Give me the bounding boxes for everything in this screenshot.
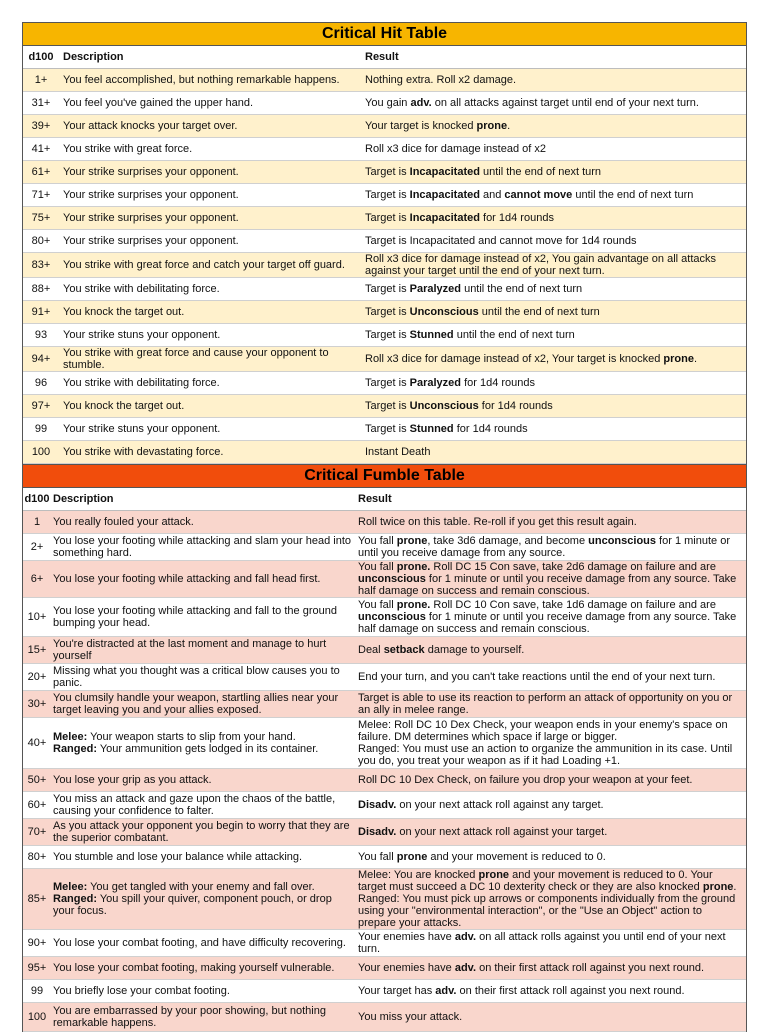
hit-description-cell: You strike with devastating force. bbox=[63, 446, 224, 458]
fumble-description-cell: Melee: Your weapon starts to slip from your hand. Ranged: Your ammunition gets lodged in its container. bbox=[53, 731, 319, 755]
fumble-row bbox=[23, 598, 746, 637]
fumble-description-cell: You lose your footing while attacking and fall to the ground bumping your head. bbox=[53, 605, 337, 629]
fumble-result-cell: Your target has adv. on their first attack roll against you next round. bbox=[358, 985, 685, 997]
fumble-description-cell: You are embarrassed by your poor showing, but nothing remarkable happens. bbox=[53, 1005, 326, 1029]
fumble-d100-cell: 40+ bbox=[27, 737, 47, 749]
fumble-result-cell: You fall prone. Roll DC 10 Con save, take 1d6 damage on failure and are unconscious for 1 minute or until you receive damage from any source. Take half damage on success and remain conscious. bbox=[358, 599, 737, 635]
fumble-row bbox=[23, 1003, 746, 1032]
fumble-description-cell: You clumsily handle your weapon, startling allies near your target leaving you and your allies exposed. bbox=[53, 692, 339, 716]
hit-description-cell: Your strike surprises your opponent. bbox=[63, 166, 239, 178]
fumble-description-cell: You're distracted at the last moment and manage to hurt yourself bbox=[53, 638, 327, 662]
fumble-row bbox=[23, 718, 746, 769]
hit-row bbox=[23, 92, 746, 115]
fumble-d100-cell: 15+ bbox=[27, 644, 47, 656]
fumble-row bbox=[23, 930, 746, 957]
hit-row bbox=[23, 441, 746, 464]
header-result: Result bbox=[365, 51, 399, 63]
hit-d100-cell: 91+ bbox=[31, 306, 51, 318]
fumble-result-cell: End your turn, and you can't take reactions until the end of your next turn. bbox=[358, 671, 716, 683]
fumble-d100-cell: 95+ bbox=[27, 962, 47, 974]
fumble-result-cell: Melee: You are knocked prone and your movement is reduced to 0. Your target must succeed a DC 10 dexterity check or they are also knocked prone. Ranged: You must pick up arrows or components individually from the ground using your "environmental interaction", or the "Use an Object" action to prepare your attacks. bbox=[358, 869, 737, 929]
hit-description-cell: You feel you've gained the upper hand. bbox=[63, 97, 254, 109]
hit-result-cell: Target is Paralyzed until the end of next turn bbox=[365, 283, 583, 295]
fumble-row bbox=[23, 664, 746, 691]
hit-d100-cell: 31+ bbox=[31, 97, 51, 109]
hit-d100-cell: 80+ bbox=[31, 235, 51, 247]
fumble-row bbox=[23, 869, 746, 930]
fumble-description-cell: You lose your combat footing, and have difficulty recovering. bbox=[53, 937, 346, 949]
fumble-d100-cell: 10+ bbox=[27, 611, 47, 623]
fumble-row bbox=[23, 792, 746, 819]
fumble-description-cell: You lose your footing while attacking and fall head first. bbox=[53, 573, 321, 585]
hit-description-cell: You knock the target out. bbox=[63, 306, 185, 318]
hit-description-cell: Your strike surprises your opponent. bbox=[63, 235, 239, 247]
critical-fumble-rows bbox=[23, 511, 746, 1032]
critical-hit-title: Critical Hit Table bbox=[23, 23, 746, 46]
fumble-row bbox=[23, 819, 746, 846]
header-d100: d100 bbox=[24, 493, 50, 505]
fumble-d100-cell: 90+ bbox=[27, 937, 47, 949]
header-description: Description bbox=[53, 493, 114, 505]
hit-row bbox=[23, 324, 746, 347]
fumble-row bbox=[23, 980, 746, 1003]
hit-description-cell: Your strike stuns your opponent. bbox=[63, 423, 221, 435]
hit-result-cell: Roll x3 dice for damage instead of x2, You gain advantage on all attacks against your target until the end of your next turn. bbox=[365, 253, 717, 277]
hit-row bbox=[23, 301, 746, 324]
hit-row bbox=[23, 69, 746, 92]
fumble-description-cell: You lose your grip as you attack. bbox=[53, 774, 212, 786]
hit-description-cell: You strike with debilitating force. bbox=[63, 377, 220, 389]
hit-result-cell: Target is Unconscious until the end of next turn bbox=[365, 306, 600, 318]
hit-d100-cell: 1+ bbox=[34, 74, 48, 86]
hit-result-cell: Target is Incapacitated and cannot move until the end of next turn bbox=[365, 189, 694, 201]
hit-row bbox=[23, 395, 746, 418]
hit-description-cell: Your strike surprises your opponent. bbox=[63, 212, 239, 224]
fumble-d100-cell: 80+ bbox=[27, 851, 47, 863]
critical-hit-header-row bbox=[23, 46, 746, 69]
fumble-result-cell: You fall prone, take 3d6 damage, and become unconscious for 1 minute or until you receive damage from any source. bbox=[358, 535, 730, 559]
hit-result-cell: Roll x3 dice for damage instead of x2 bbox=[365, 143, 546, 155]
hit-result-cell: Target is Stunned for 1d4 rounds bbox=[365, 423, 528, 435]
fumble-result-cell: You fall prone. Roll DC 15 Con save, take 2d6 damage on failure and are unconscious for 1 minute or until you receive damage from any source. Take half damage on success and remain conscious. bbox=[358, 561, 737, 597]
fumble-d100-cell: 2+ bbox=[30, 541, 44, 553]
hit-row bbox=[23, 230, 746, 253]
critical-hit-table bbox=[22, 22, 747, 464]
fumble-result-cell: You miss your attack. bbox=[358, 1011, 463, 1023]
hit-result-cell: Target is Incapacitated until the end of next turn bbox=[365, 166, 602, 178]
fumble-d100-cell: 20+ bbox=[27, 671, 47, 683]
hit-row bbox=[23, 138, 746, 161]
fumble-d100-cell: 85+ bbox=[27, 893, 47, 905]
fumble-d100-cell: 70+ bbox=[27, 826, 47, 838]
hit-row bbox=[23, 184, 746, 207]
fumble-result-cell: Deal setback damage to yourself. bbox=[358, 644, 525, 656]
hit-row bbox=[23, 115, 746, 138]
fumble-result-cell: Roll DC 10 Dex Check, on failure you drop your weapon at your feet. bbox=[358, 774, 693, 786]
fumble-d100-cell: 30+ bbox=[27, 698, 47, 710]
fumble-row bbox=[23, 511, 746, 534]
hit-description-cell: You strike with great force and catch your target off guard. bbox=[63, 259, 345, 271]
fumble-row bbox=[23, 846, 746, 869]
fumble-row bbox=[23, 534, 746, 561]
fumble-result-cell: Disadv. on your next attack roll against any target. bbox=[358, 799, 604, 811]
fumble-result-cell: Disadv. on your next attack roll against your target. bbox=[358, 826, 608, 838]
hit-result-cell: Your target is knocked prone. bbox=[365, 120, 511, 132]
fumble-d100-cell: 6+ bbox=[30, 573, 44, 585]
header-description: Description bbox=[63, 51, 124, 63]
hit-description-cell: You feel accomplished, but nothing remarkable happens. bbox=[63, 74, 340, 86]
hit-description-cell: You strike with great force. bbox=[63, 143, 193, 155]
hit-d100-cell: 88+ bbox=[31, 283, 51, 295]
fumble-d100-cell: 60+ bbox=[27, 799, 47, 811]
hit-result-cell: Target is Incapacitated for 1d4 rounds bbox=[365, 212, 554, 224]
fumble-description-cell: As you attack your opponent you begin to worry that they are the superior combatant. bbox=[53, 820, 350, 844]
fumble-result-cell: Melee: Roll DC 10 Dex Check, your weapon ends in your enemy's space on failure. DM determines which space if large or bigger. Ranged: You must use an action to organize the ammunition in its case. Until you do, you treat your weapon as if it had Loading +1. bbox=[358, 719, 733, 767]
fumble-row bbox=[23, 561, 746, 598]
hit-d100-cell: 41+ bbox=[31, 143, 51, 155]
hit-d100-cell: 99 bbox=[34, 423, 48, 435]
fumble-row bbox=[23, 691, 746, 718]
fumble-result-cell: Roll twice on this table. Re-roll if you get this result again. bbox=[358, 516, 637, 528]
hit-result-cell: Target is Paralyzed for 1d4 rounds bbox=[365, 377, 536, 389]
fumble-row bbox=[23, 957, 746, 980]
fumble-d100-cell: 50+ bbox=[27, 774, 47, 786]
fumble-row bbox=[23, 637, 746, 664]
hit-d100-cell: 39+ bbox=[31, 120, 51, 132]
fumble-result-cell: Your enemies have adv. on all attack rolls against you until end of your next turn. bbox=[358, 931, 726, 955]
hit-d100-cell: 93 bbox=[34, 329, 48, 341]
hit-d100-cell: 97+ bbox=[31, 400, 51, 412]
hit-result-cell: Instant Death bbox=[365, 446, 431, 458]
hit-d100-cell: 100 bbox=[31, 446, 51, 458]
fumble-description-cell: You really fouled your attack. bbox=[53, 516, 194, 528]
hit-row bbox=[23, 207, 746, 230]
hit-result-cell: Target is Stunned until the end of next turn bbox=[365, 329, 575, 341]
fumble-description-cell: Melee: You get tangled with your enemy and fall over. Ranged: You spill your quiver, component pouch, or drop your focus. bbox=[53, 881, 332, 917]
hit-row bbox=[23, 278, 746, 301]
hit-result-cell: Target is Unconscious for 1d4 rounds bbox=[365, 400, 553, 412]
hit-result-cell: You gain adv. on all attacks against target until end of your next turn. bbox=[365, 97, 699, 109]
critical-fumble-header-row bbox=[23, 488, 746, 511]
critical-hit-rows bbox=[23, 69, 746, 464]
hit-row bbox=[23, 161, 746, 184]
fumble-description-cell: Missing what you thought was a critical blow causes you to panic. bbox=[53, 665, 340, 689]
critical-fumble-table bbox=[22, 464, 747, 1032]
hit-row bbox=[23, 372, 746, 395]
hit-description-cell: Your strike surprises your opponent. bbox=[63, 189, 239, 201]
fumble-result-cell: Your enemies have adv. on their first attack roll against you next round. bbox=[358, 962, 705, 974]
hit-d100-cell: 61+ bbox=[31, 166, 51, 178]
hit-d100-cell: 83+ bbox=[31, 259, 51, 271]
fumble-result-cell: Target is able to use its reaction to perform an attack of opportunity on you or an ally in melee range. bbox=[358, 692, 733, 716]
fumble-result-cell: You fall prone and your movement is reduced to 0. bbox=[358, 851, 606, 863]
hit-row bbox=[23, 253, 746, 278]
fumble-description-cell: You briefly lose your combat footing. bbox=[53, 985, 230, 997]
fumble-d100-cell: 99 bbox=[30, 985, 44, 997]
header-result: Result bbox=[358, 493, 392, 505]
hit-description-cell: You strike with debilitating force. bbox=[63, 283, 220, 295]
hit-result-cell: Nothing extra. Roll x2 damage. bbox=[365, 74, 517, 86]
hit-result-cell: Target is Incapacitated and cannot move for 1d4 rounds bbox=[365, 235, 637, 247]
fumble-description-cell: You lose your footing while attacking and slam your head into something hard. bbox=[53, 535, 352, 559]
hit-row bbox=[23, 347, 746, 372]
fumble-d100-cell: 1 bbox=[33, 516, 41, 528]
hit-description-cell: Your attack knocks your target over. bbox=[63, 120, 238, 132]
fumble-d100-cell: 100 bbox=[27, 1011, 47, 1023]
hit-result-cell: Roll x3 dice for damage instead of x2, Your target is knocked prone. bbox=[365, 353, 698, 365]
hit-description-cell: You strike with great force and cause your opponent to stumble. bbox=[63, 347, 329, 371]
hit-d100-cell: 94+ bbox=[31, 353, 51, 365]
hit-description-cell: You knock the target out. bbox=[63, 400, 185, 412]
hit-d100-cell: 71+ bbox=[31, 189, 51, 201]
fumble-description-cell: You miss an attack and gaze upon the chaos of the battle, causing your confidence to falter. bbox=[53, 793, 336, 817]
header-d100: d100 bbox=[28, 51, 54, 63]
hit-d100-cell: 96 bbox=[34, 377, 48, 389]
critical-fumble-title: Critical Fumble Table bbox=[23, 465, 746, 488]
hit-row bbox=[23, 418, 746, 441]
hit-d100-cell: 75+ bbox=[31, 212, 51, 224]
fumble-description-cell: You stumble and lose your balance while attacking. bbox=[53, 851, 303, 863]
fumble-row bbox=[23, 769, 746, 792]
tables-sheet bbox=[22, 22, 747, 1032]
fumble-description-cell: You lose your combat footing, making yourself vulnerable. bbox=[53, 962, 335, 974]
hit-description-cell: Your strike stuns your opponent. bbox=[63, 329, 221, 341]
